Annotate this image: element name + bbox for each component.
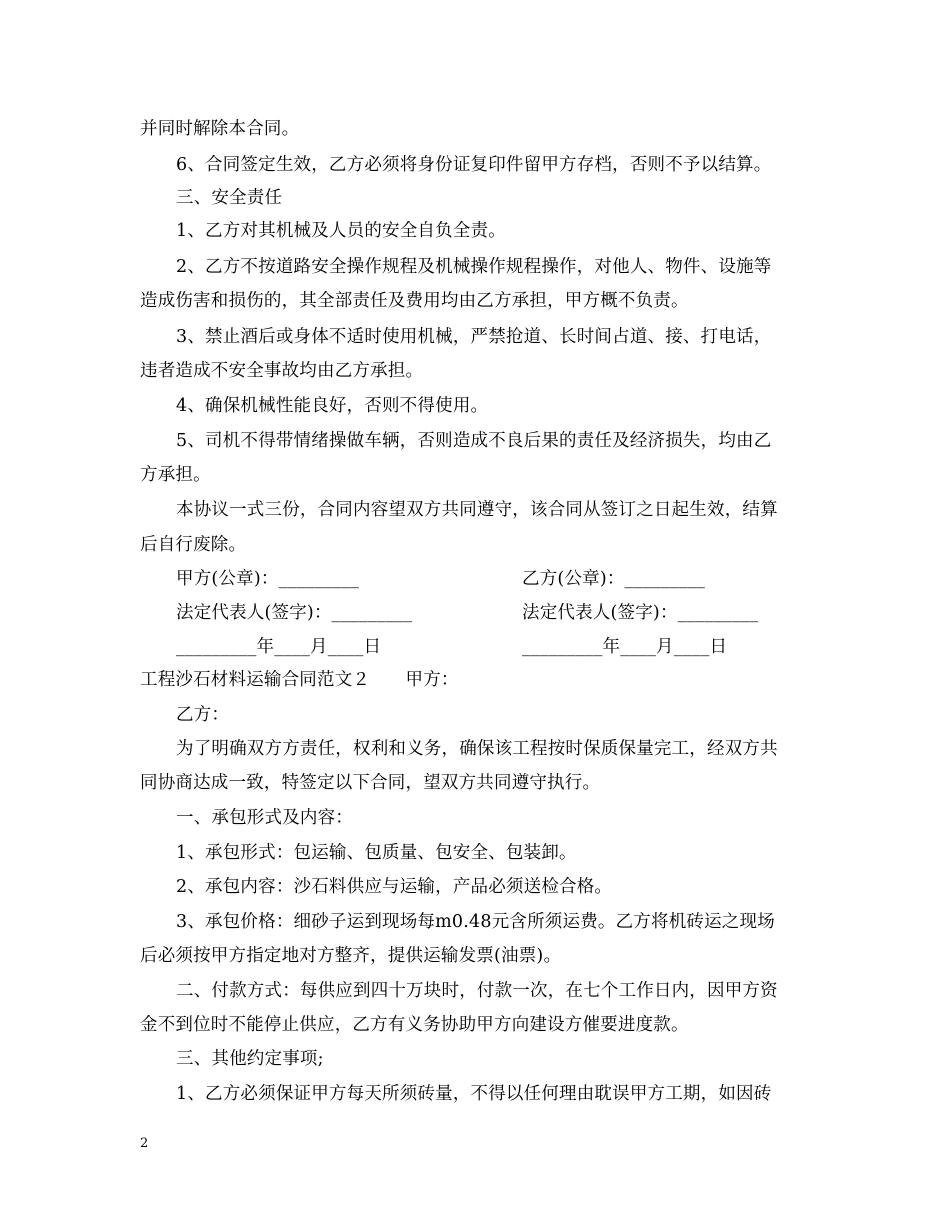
paragraph-line: 方承担。 [140, 465, 211, 485]
paragraph-line: 2、乙方不按道路安全操作规程及机械操作规程操作，对他人、物件、设施等 [176, 257, 772, 277]
paragraph-line: 违者造成不安全事故均由乙方承担。 [140, 361, 424, 381]
party-b-seal-field: 乙方(公章)：_________ [522, 569, 706, 589]
section-heading: 三、安全责任 [176, 188, 283, 208]
paragraph-line: 造成伤害和损伤的，其全部责任及费用均由乙方承担，甲方概不负责。 [140, 291, 689, 311]
paragraph-line: 6、合同签定生效，乙方必须将身份证复印件留甲方存档，否则不予以结算。 [176, 155, 772, 175]
paragraph-line: 二、付款方式：每供应到四十万块时，付款一次，在七个工作日内，因甲方资 [176, 981, 778, 1001]
paragraph-line: 并同时解除本合同。 [140, 119, 300, 139]
party-b-representative-field: 法定代表人(签字)：_________ [522, 603, 759, 623]
paragraph-line: 4、确保机械性能良好，否则不得使用。 [176, 396, 489, 416]
paragraph-line: 5、司机不得带情绪操做车辆，否则造成不良后果的责任及经济损失，均由乙 [176, 431, 772, 451]
party-a-seal-field: 甲方(公章)：_________ [176, 569, 360, 589]
paragraph-line: 3、禁止酒后或身体不适时使用机械，严禁抢道、长时间占道、接、打电话， [176, 327, 772, 347]
party-a-date-field: _________年____月____日 [176, 637, 382, 657]
section-heading: 一、承包形式及内容： [176, 808, 353, 828]
party-b-date-field: _________年____月____日 [522, 637, 728, 657]
paragraph-line: 本协议一式三份，合同内容望双方共同遵守，该合同从签订之日起生效，结算 [176, 500, 778, 520]
contract-title: 工程沙石材料运输合同范文２ 甲方： [140, 670, 459, 690]
paragraph-line: 3、承包价格：细砂子运到现场每m0.48元含所须运费。乙方将机砖运之现场 [176, 912, 775, 932]
paragraph-line: 乙方： [176, 705, 230, 725]
paragraph-line: 金不到位时不能停止供应，乙方有义务协助甲方向建设方催要进度款。 [140, 1015, 689, 1035]
paragraph-line: 后必须按甲方指定地对方整齐，提供运输发票(油票)。 [140, 946, 562, 966]
section-heading: 三、其他约定事项; [176, 1049, 324, 1069]
paragraph-line: 1、承包形式：包运输、包质量、包安全、包装卸。 [176, 843, 577, 863]
paragraph-line: 1、乙方对其机械及人员的安全自负全责。 [176, 221, 506, 241]
paragraph-line: 后自行废除。 [140, 535, 247, 555]
paragraph-line: 同协商达成一致，特签定以下合同，望双方共同遵守执行。 [140, 773, 601, 793]
paragraph-line: 2、承包内容：沙石料供应与运输，产品必须送检合格。 [176, 877, 613, 897]
paragraph-line: 为了明确双方方责任，权利和义务，确保该工程按时保质保量完工，经双方共 [176, 739, 778, 759]
page-number: 2 [140, 1136, 149, 1151]
paragraph-line: 1、乙方必须保证甲方每天所须砖量，不得以任何理由耽误甲方工期，如因砖 [176, 1084, 772, 1104]
party-a-representative-field: 法定代表人(签字)：_________ [176, 603, 413, 623]
